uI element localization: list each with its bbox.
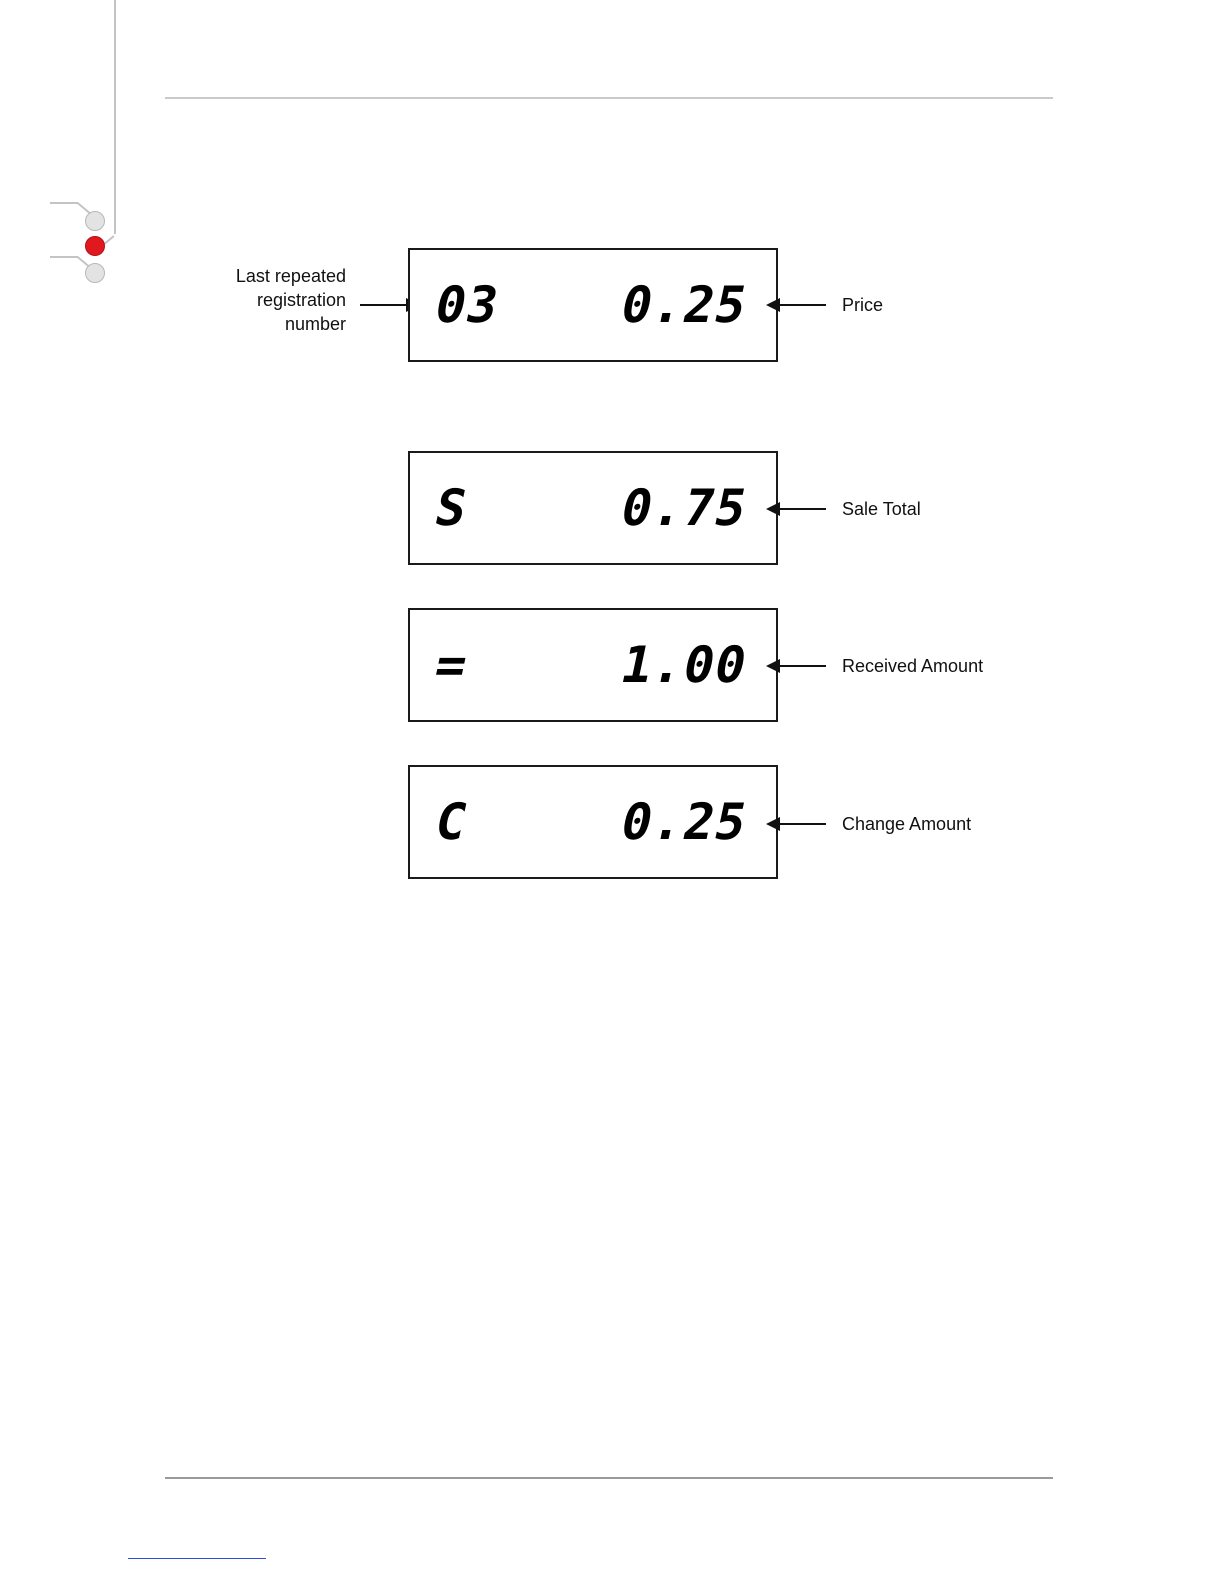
lcd-display-change-amount: [408, 765, 778, 879]
header-rule: [165, 97, 1053, 99]
arrow-left-icon: [768, 823, 826, 825]
side-marker-branch: [104, 235, 114, 244]
lcd-right-value: 0.25: [615, 276, 753, 334]
right-label-sale-total: Sale Total: [842, 499, 921, 519]
lcd-left-value: 03: [429, 276, 505, 334]
marker-dot-icon: [85, 263, 105, 283]
left-label-line: registration: [256, 290, 346, 310]
left-label-last-repeated: [236, 264, 346, 336]
lcd-right-value: 0.25: [615, 793, 753, 851]
lcd-display-price: [408, 248, 778, 362]
marker-dot-active-icon: [85, 236, 105, 256]
lcd-right-value: 1.00: [615, 636, 753, 694]
footer-link-underline: [128, 1558, 266, 1559]
arrow-left-icon: [768, 665, 826, 667]
footer-rule: [165, 1477, 1053, 1479]
right-label-change-amount: Change Amount: [842, 814, 972, 834]
side-marker-branch: [50, 202, 78, 204]
right-label-received-amount: Received Amount: [842, 656, 984, 676]
lcd-left-value: =: [429, 636, 474, 694]
side-marker-line: [114, 0, 116, 234]
lcd-display-sale-total: [408, 451, 778, 565]
marker-dot-icon: [85, 211, 105, 231]
lcd-left-value: S: [429, 479, 474, 537]
arrow-left-icon: [768, 508, 826, 510]
side-marker-branch: [50, 256, 78, 258]
lcd-left-value: C: [429, 793, 474, 851]
left-label-line: number: [284, 314, 346, 334]
right-label-price: Price: [842, 295, 884, 315]
left-label-line: Last repeated: [235, 266, 346, 286]
lcd-display-received-amount: [408, 608, 778, 722]
arrow-left-icon: [768, 304, 826, 306]
lcd-right-value: 0.75: [615, 479, 753, 537]
